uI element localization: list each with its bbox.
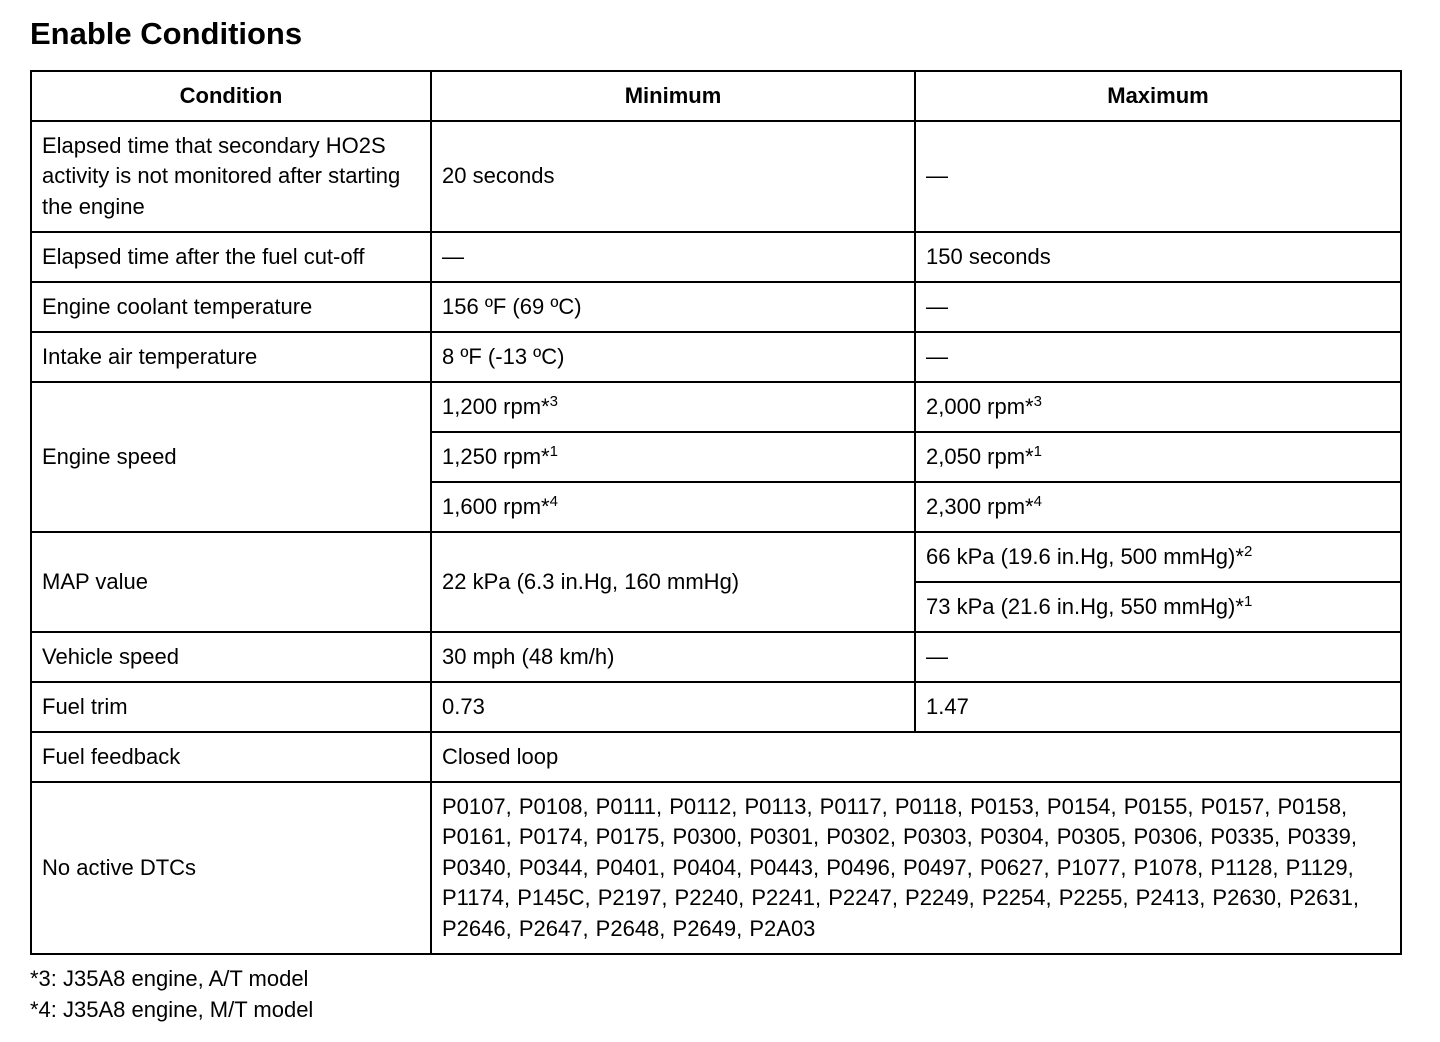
minimum-cell: — <box>431 232 915 282</box>
condition-cell: Elapsed time after the fuel cut-off <box>31 232 431 282</box>
table-row <box>31 632 1401 682</box>
table-row <box>31 232 1401 282</box>
maximum-cell <box>915 582 1401 632</box>
value-text: 1,600 rpm* <box>442 493 550 519</box>
condition-cell: No active DTCs <box>31 782 431 954</box>
condition-cell: Fuel feedback <box>31 732 431 782</box>
minimum-cell <box>431 482 915 532</box>
maximum-cell <box>915 432 1401 482</box>
table-row <box>31 332 1401 382</box>
header-condition: Condition <box>31 71 431 121</box>
minimum-cell: 22 kPa (6.3 in.Hg, 160 mmHg) <box>431 532 915 632</box>
footnote-ref: 4 <box>549 492 558 510</box>
footnote-ref: 3 <box>549 392 558 410</box>
maximum-cell <box>915 382 1401 432</box>
maximum-cell: 150 seconds <box>915 232 1401 282</box>
minimum-cell: 30 mph (48 km/h) <box>431 632 915 682</box>
maximum-cell: 1.47 <box>915 682 1401 732</box>
table-row <box>31 732 1401 782</box>
footnote-ref: 4 <box>1033 492 1042 510</box>
maximum-cell: — <box>915 282 1401 332</box>
footnote: *3: J35A8 engine, A/T model <box>30 966 309 991</box>
footnote-ref: 1 <box>549 442 558 460</box>
dtc-list-cell: P0107, P0108, P0111, P0112, P0113, P0117, P0118, P0153, P0154, P0155, P0157, P0158, P0161, P0174, P0175, P0300, P0301, P0302, P0303, P0304, P0305, P0306, P0335, P0339, P0340, P0344, P0401, P0404, P0443, P0496, P0497, P0627, P1077, P1078, P1128, P1129, P1174, P145C, P2197, P2240, P2241, P2247, P2249, P2254, P2255, P2413, P2630, P2631, P2646, P2647, P2648, P2649, P2A03 <box>431 782 1401 954</box>
table-row <box>31 532 1401 582</box>
maximum-cell: — <box>915 632 1401 682</box>
maximum-cell: — <box>915 121 1401 232</box>
minimum-cell: 20 seconds <box>431 121 915 232</box>
table-row <box>31 682 1401 732</box>
value-text: 1,200 rpm* <box>442 393 550 419</box>
table-row <box>31 782 1401 954</box>
value-text: 2,000 rpm* <box>926 393 1034 419</box>
value-text: 73 kPa (21.6 in.Hg, 550 mmHg)* <box>926 593 1244 619</box>
footnote-ref: 1 <box>1033 442 1042 460</box>
table-row <box>31 121 1401 232</box>
maximum-cell <box>915 482 1401 532</box>
footnote-ref: 3 <box>1033 392 1042 410</box>
page-title: Enable Conditions <box>30 16 303 51</box>
maximum-cell <box>915 532 1401 582</box>
footnote: *4: J35A8 engine, M/T model <box>30 996 314 1022</box>
condition-cell: Engine coolant temperature <box>31 282 431 332</box>
maximum-cell: — <box>915 332 1401 382</box>
value-text: 1,250 rpm* <box>442 443 550 469</box>
condition-cell: MAP value <box>31 532 431 632</box>
table-row <box>31 282 1401 332</box>
table-row <box>31 382 1401 432</box>
header-maximum: Maximum <box>915 71 1401 121</box>
condition-cell: Elapsed time that secondary HO2S activity is not monitored after starting the engine <box>31 121 431 232</box>
minimum-cell: 156 ºF (69 ºC) <box>431 282 915 332</box>
value-text: 2,050 rpm* <box>926 443 1034 469</box>
minimum-cell <box>431 432 915 482</box>
condition-cell: Engine speed <box>31 382 431 532</box>
enable-conditions-table <box>30 70 1402 955</box>
footnote-ref: 2 <box>1243 542 1253 560</box>
table-header-row <box>31 71 1401 121</box>
condition-cell: Fuel trim <box>31 682 431 732</box>
minimum-cell: 0.73 <box>431 682 915 732</box>
footnote-ref: 1 <box>1243 592 1253 610</box>
condition-cell: Vehicle speed <box>31 632 431 682</box>
minimum-cell: 8 ºF (-13 ºC) <box>431 332 915 382</box>
value-text: 2,300 rpm* <box>926 493 1034 519</box>
minimum-cell <box>431 382 915 432</box>
value-text: 66 kPa (19.6 in.Hg, 500 mmHg)* <box>926 543 1244 569</box>
value-cell: Closed loop <box>431 732 1401 782</box>
footnotes <box>30 964 313 1025</box>
condition-cell: Intake air temperature <box>31 332 431 382</box>
header-minimum: Minimum <box>431 71 915 121</box>
